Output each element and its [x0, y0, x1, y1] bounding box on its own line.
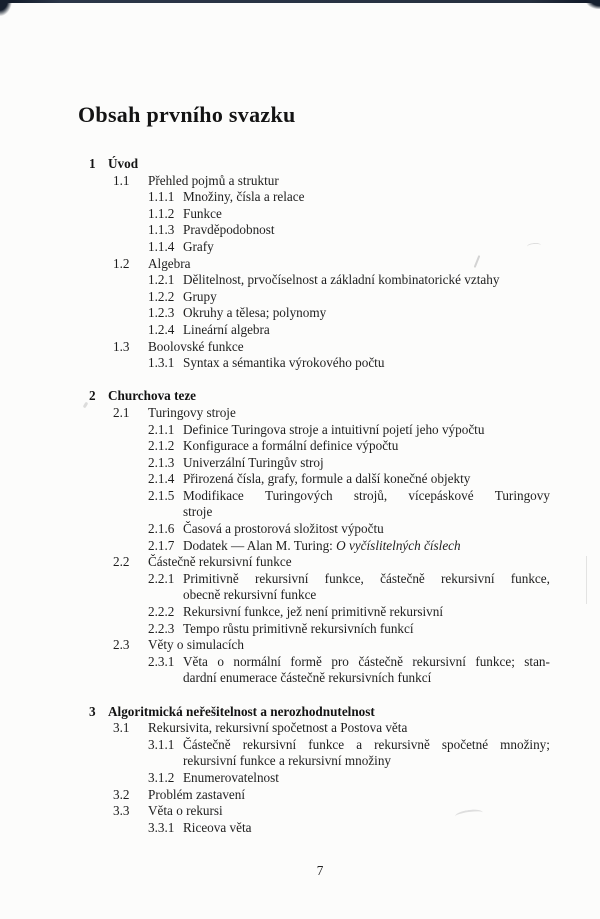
toc-entry-number: 2.2 — [113, 554, 130, 570]
toc-entry-title: Grupy — [183, 288, 217, 304]
toc-entry-2.3.1 — [89, 654, 550, 687]
toc-entry-number: 2.1.4 — [148, 471, 175, 487]
toc-entry-2.3 — [89, 637, 550, 654]
toc-entry-2.1.4 — [89, 471, 550, 488]
toc-entry-title: Univerzální Turingův stroj — [183, 454, 324, 470]
toc-entry-title: Úvod — [108, 156, 139, 171]
toc-entry-3.1.1 — [89, 737, 550, 770]
toc-entry-1.3.1 — [89, 355, 550, 372]
toc-entry-number: 2.1.6 — [148, 521, 175, 537]
toc-entry-number: 1.2.3 — [148, 305, 175, 321]
toc-entry-number: 2.1.3 — [148, 454, 175, 470]
toc-entry-1.1.1 — [89, 189, 550, 206]
toc-entry-title: Algebra — [148, 255, 191, 271]
toc-entry-title: Primitivně rekursivní funkce, částečně rekursivní funkce, obecně rekursivní funkce — [183, 570, 550, 603]
toc-entry-2.2.3 — [89, 621, 550, 638]
toc-entry-number: 1.3.1 — [148, 355, 175, 371]
toc-entry-title: Grafy — [183, 238, 214, 254]
toc-entry-1.2.1 — [89, 272, 550, 289]
toc-entry-number: 3.3.1 — [148, 819, 175, 835]
toc-entry-title: Definice Turingova stroje a intuitivní pojetí jeho výpočtu — [183, 421, 485, 437]
toc-entry-number: 2.1.7 — [148, 537, 175, 553]
toc-entry-3 — [89, 704, 550, 721]
toc-entry-number: 3.2 — [113, 786, 130, 802]
toc-entry-3.2 — [89, 787, 550, 804]
toc-entry-3.3.1 — [89, 820, 550, 837]
toc-entry-3.1 — [89, 720, 550, 737]
toc-entry-2 — [89, 388, 550, 405]
scan-artifact-streak — [586, 556, 587, 604]
toc-entry-2.1.6 — [89, 521, 550, 538]
toc-entry-number: 1.1.2 — [148, 205, 175, 221]
toc-entry-title: Churchova teze — [108, 388, 197, 404]
toc-entry-3.1.2 — [89, 770, 550, 787]
toc-entry-number: 1.2 — [113, 255, 130, 271]
toc-entry-title: Enumerovatelnost — [183, 769, 279, 785]
toc-entry-1.2.2 — [89, 289, 550, 306]
toc-entry-number: 1.1.3 — [148, 222, 175, 238]
toc-entry-3.3 — [89, 803, 550, 820]
toc-entry-number: 2 — [89, 388, 96, 404]
toc-entry-title: Věta o normální formě pro částečně rekursivní funkce; stan- dardní enumerace částečně rekursivních funkcí — [183, 653, 550, 686]
toc-entry-title: Časová a prostorová složitost výpočtu — [183, 521, 384, 537]
table-of-contents — [89, 156, 550, 836]
toc-entry-2.1.1 — [89, 422, 550, 439]
toc-entry-2.2.2 — [89, 604, 550, 621]
toc-entry-title: Okruhy a tělesa; polynomy — [183, 305, 327, 321]
toc-entry-2.2 — [89, 554, 550, 571]
toc-entry-number: 2.1 — [113, 404, 130, 420]
toc-entry-number: 1.1.1 — [148, 189, 175, 205]
toc-entry-number: 2.1.5 — [148, 487, 175, 503]
toc-entry-2.1.3 — [89, 455, 550, 472]
toc-entry-2.1 — [89, 405, 550, 422]
toc-entry-title: Množiny, čísla a relace — [183, 189, 305, 205]
toc-entry-number: 1.2.2 — [148, 288, 175, 304]
toc-entry-1.1.2 — [89, 206, 550, 223]
toc-entry-number: 1 — [89, 156, 96, 171]
toc-entry-number: 1.3 — [113, 338, 130, 354]
scan-top-edge — [0, 0, 600, 3]
toc-entry-1.1.3 — [89, 222, 550, 239]
toc-entry-number: 2.1.1 — [148, 421, 175, 437]
toc-entry-title: Problém zastavení — [148, 786, 246, 802]
toc-entry-title: Částečně rekursivní funkce — [148, 554, 292, 570]
toc-entry-1.2 — [89, 256, 550, 273]
scan-corner-top-right — [586, 0, 600, 9]
toc-entry-title: Boolovské funkce — [148, 338, 244, 354]
toc-entry-number: 2.3 — [113, 637, 130, 653]
toc-entry-title: Modifikace Turingových strojů, vícepáskové Turingovy stroje — [183, 487, 550, 520]
toc-entry-number: 2.2.1 — [148, 570, 175, 586]
toc-entry-title: Dodatek — Alan M. Turing: O vyčíslitelných číslech — [183, 537, 461, 553]
toc-entry-title: Pravděpodobnost — [183, 222, 275, 238]
toc-entry-title: Rekursivní funkce, jež není primitivně rekursivní — [183, 604, 444, 620]
toc-entry-1.2.3 — [89, 305, 550, 322]
toc-entry-1.2.4 — [89, 322, 550, 339]
toc-entry-1.1 — [89, 173, 550, 190]
toc-entry-2.1.7 — [89, 538, 550, 555]
toc-entry-number: 2.2.3 — [148, 620, 175, 636]
toc-entry-number: 1.1 — [113, 172, 130, 188]
scan-artifact-speck — [83, 402, 89, 409]
toc-entry-title: Dělitelnost, prvočíselnost a základní kombinatorické vztahy — [183, 272, 500, 288]
toc-entry-title: Lineární algebra — [183, 321, 270, 337]
toc-entry-number: 1.2.1 — [148, 272, 175, 288]
toc-entry-title: Přirozená čísla, grafy, formule a další konečné objekty — [183, 471, 471, 487]
toc-entry-number: 3.1.2 — [148, 769, 175, 785]
toc-entry-1.3 — [89, 339, 550, 356]
toc-entry-number: 2.1.2 — [148, 438, 175, 454]
toc-entry-title: Konfigurace a formální definice výpočtu — [183, 438, 399, 454]
toc-entry-title: Věty o simulacích — [148, 637, 244, 653]
toc-entry-title: Tempo růstu primitivně rekursivních funkcí — [183, 620, 414, 636]
toc-entry-title: Turingovy stroje — [148, 404, 236, 420]
page-title: Obsah prvního svazku — [78, 102, 296, 127]
toc-entry-number: 2.3.1 — [148, 653, 175, 669]
toc-entry-2.1.2 — [89, 438, 550, 455]
toc-entry-number: 3 — [89, 703, 96, 719]
toc-entry-number: 1.2.4 — [148, 321, 175, 337]
toc-entry-number: 3.3 — [113, 803, 130, 819]
toc-entry-title: Algoritmická neřešitelnost a nerozhodnutelnost — [108, 703, 375, 719]
toc-entry-number: 1.1.4 — [148, 238, 175, 254]
toc-entry-1 — [89, 156, 550, 173]
page-number: 7 — [316, 863, 324, 878]
toc-entry-title: Funkce — [183, 205, 222, 221]
toc-entry-title: Přehled pojmů a struktur — [148, 172, 279, 188]
toc-entry-2.1.5 — [89, 488, 550, 521]
scan-corner-top-left — [0, 0, 12, 16]
toc-entry-1.1.4 — [89, 239, 550, 256]
toc-entry-2.2.1 — [89, 571, 550, 604]
toc-entry-title: Částečně rekursivní funkce a rekursivně spočetné množiny; rekursivní funkce a rekursivní množiny — [183, 736, 550, 769]
toc-entry-title: Rekursivita, rekursivní spočetnost a Postova věta — [148, 720, 408, 736]
toc-entry-title: Syntax a sémantika výrokového počtu — [183, 355, 385, 371]
toc-entry-title: Riceova věta — [183, 819, 252, 835]
toc-entry-number: 3.1.1 — [148, 736, 175, 752]
toc-entry-number: 2.2.2 — [148, 604, 175, 620]
toc-entry-title: Věta o rekursi — [148, 803, 223, 819]
toc-entry-number: 3.1 — [113, 720, 130, 736]
